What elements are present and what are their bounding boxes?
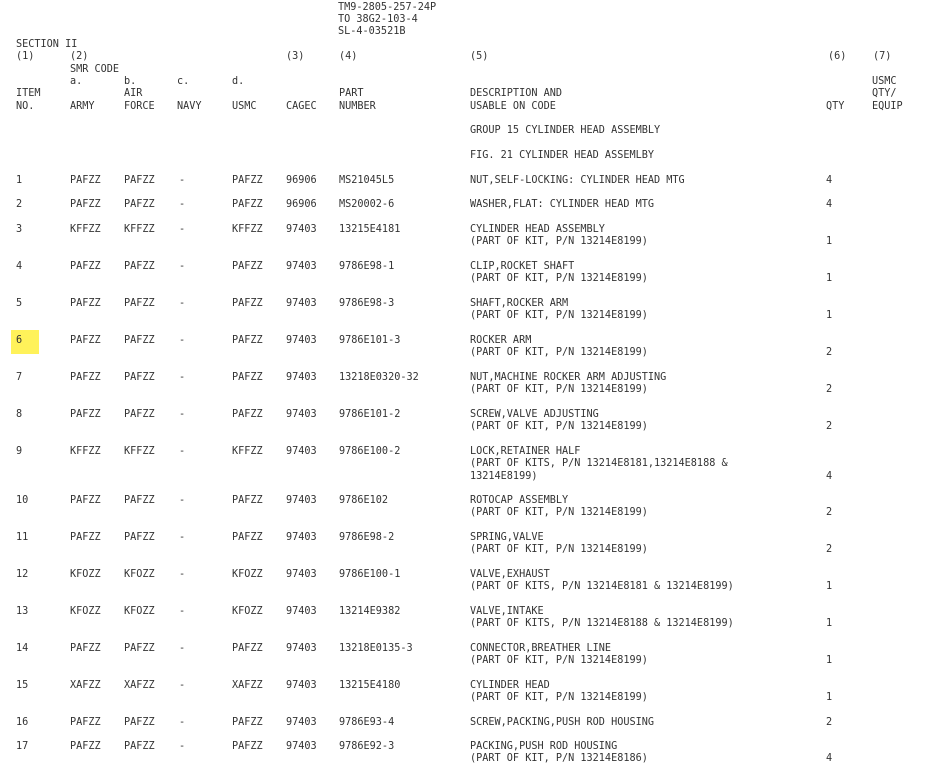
cagec: 97403: [286, 372, 317, 383]
col-num-cagec: (3): [286, 51, 305, 62]
smr-usmc: PAFZZ: [232, 643, 263, 654]
part-number: MS20002-6: [339, 199, 395, 210]
item-no: 3: [16, 224, 23, 235]
col-num-item: (1): [16, 51, 35, 62]
description-line: 13214E8199): [470, 470, 538, 482]
smr-navy: -: [179, 717, 186, 728]
smr-usmc: KFFZZ: [232, 446, 263, 457]
qty: 2: [826, 384, 833, 396]
smr-army: PAFZZ: [70, 532, 101, 543]
description-line: ROTOCAP ASSEMBLY: [470, 495, 569, 506]
smr-usmc: KFFZZ: [232, 224, 263, 235]
part-number: 13215E4180: [339, 680, 401, 691]
item-no: 14: [16, 643, 29, 654]
smr-army: PAFZZ: [70, 175, 101, 186]
smr-army: PAFZZ: [70, 372, 101, 383]
description-line: SPRING,VALVE: [470, 532, 544, 543]
smr-air-force: PAFZZ: [124, 717, 155, 728]
smr-usmc: PAFZZ: [232, 335, 263, 346]
smr-army: PAFZZ: [70, 261, 101, 272]
smr-usmc: KFOZZ: [232, 606, 263, 617]
description-line: (PART OF KIT, P/N 13214E8199): [470, 655, 648, 667]
smr-navy: -: [179, 175, 186, 186]
qty: 1: [826, 618, 833, 630]
part-number: 9786E98-1: [339, 261, 395, 272]
item-no: 11: [16, 532, 29, 543]
header-desc-2: USABLE ON CODE: [470, 101, 556, 112]
header-usmc-qty-1: USMC: [872, 76, 897, 87]
description-line: (PART OF KIT, P/N 13214E8199): [470, 692, 648, 704]
cagec: 96906: [286, 175, 317, 186]
cagec: 97403: [286, 224, 317, 235]
description-line: (PART OF KIT, P/N 13214E8199): [470, 347, 648, 359]
col-num-part: (4): [339, 51, 358, 62]
qty: 4: [826, 470, 833, 482]
smr-navy: -: [179, 199, 186, 210]
item-no: 5: [16, 298, 23, 309]
item-no: 4: [16, 261, 23, 272]
description-line: (PART OF KIT, P/N 13214E8199): [470, 273, 648, 285]
smr-usmc: PAFZZ: [232, 532, 263, 543]
sub-letter-air: b.: [124, 76, 137, 87]
description-line: (PART OF KIT, P/N 13214E8199): [470, 384, 648, 396]
part-number: 9786E98-3: [339, 298, 395, 309]
section-title: SECTION II: [16, 39, 78, 50]
smr-army: PAFZZ: [70, 495, 101, 506]
smr-air-force: PAFZZ: [124, 261, 155, 272]
smr-navy: -: [179, 495, 186, 506]
cagec: 97403: [286, 532, 317, 543]
item-no: 17: [16, 741, 29, 752]
part-number: 13214E9382: [339, 606, 401, 617]
item-no: 1: [16, 175, 23, 186]
smr-code-label: SMR CODE: [70, 64, 120, 75]
header-cagec: CAGEC: [286, 101, 317, 112]
smr-army: KFOZZ: [70, 606, 101, 617]
header-army: ARMY: [70, 101, 95, 112]
item-no: 7: [16, 372, 23, 383]
description-line: (PART OF KIT, P/N 13214E8199): [470, 421, 648, 433]
smr-navy: -: [179, 224, 186, 235]
smr-air-force: PAFZZ: [124, 532, 155, 543]
smr-air-force: PAFZZ: [124, 741, 155, 752]
qty: 2: [826, 507, 833, 519]
smr-navy: -: [179, 409, 186, 420]
item-no: 16: [16, 717, 29, 728]
description-line: CONNECTOR,BREATHER LINE: [470, 643, 612, 654]
header-part-1: PART: [339, 88, 364, 99]
smr-usmc: PAFZZ: [232, 717, 263, 728]
smr-navy: -: [179, 741, 186, 752]
smr-army: KFFZZ: [70, 224, 101, 235]
header-item-1: ITEM: [16, 88, 41, 99]
smr-army: PAFZZ: [70, 335, 101, 346]
col-num-usmc: (7): [873, 51, 892, 62]
description-line: ROCKER ARM: [470, 335, 532, 346]
header-qty: QTY: [826, 101, 845, 112]
item-no: 9: [16, 446, 23, 457]
description-line: (PART OF KIT, P/N 13214E8199): [470, 236, 648, 248]
item-no: 12: [16, 569, 29, 580]
smr-army: PAFZZ: [70, 717, 101, 728]
smr-air-force: PAFZZ: [124, 372, 155, 383]
description-line: NUT,MACHINE ROCKER ARM ADJUSTING: [470, 372, 667, 383]
qty: 1: [826, 273, 833, 285]
smr-usmc: PAFZZ: [232, 199, 263, 210]
cagec: 97403: [286, 298, 317, 309]
cagec: 96906: [286, 199, 317, 210]
qty: 2: [826, 544, 833, 556]
qty: 1: [826, 692, 833, 704]
smr-army: KFFZZ: [70, 446, 101, 457]
doc-id-3: SL-4-03521B: [338, 26, 406, 37]
header-part-2: NUMBER: [339, 101, 376, 112]
description-line: VALVE,INTAKE: [470, 606, 544, 617]
description-line: (PART OF KIT, P/N 13214E8199): [470, 310, 648, 322]
description-line: CYLINDER HEAD ASSEMBLY: [470, 224, 605, 235]
smr-usmc: PAFZZ: [232, 409, 263, 420]
group-title: GROUP 15 CYLINDER HEAD ASSEMBLY: [470, 125, 661, 136]
qty: 2: [826, 717, 833, 728]
item-no: 6: [16, 335, 23, 346]
smr-usmc: KFOZZ: [232, 569, 263, 580]
col-num-qty: (6): [828, 51, 847, 62]
qty: 1: [826, 655, 833, 667]
smr-air-force: PAFZZ: [124, 409, 155, 420]
smr-air-force: KFFZZ: [124, 224, 155, 235]
smr-usmc: PAFZZ: [232, 741, 263, 752]
qty: 2: [826, 421, 833, 433]
smr-navy: -: [179, 446, 186, 457]
smr-navy: -: [179, 372, 186, 383]
description-line: (PART OF KITS, P/N 13214E8181,13214E8188 &: [470, 458, 728, 470]
smr-army: PAFZZ: [70, 741, 101, 752]
description-line: (PART OF KIT, P/N 13214E8186): [470, 753, 648, 765]
header-usmc: USMC: [232, 101, 257, 112]
smr-navy: -: [179, 680, 186, 691]
header-air-2: FORCE: [124, 101, 155, 112]
part-number: 9786E92-3: [339, 741, 395, 752]
item-no: 2: [16, 199, 23, 210]
smr-navy: -: [179, 569, 186, 580]
smr-navy: -: [179, 643, 186, 654]
smr-air-force: KFOZZ: [124, 606, 155, 617]
item-no: 10: [16, 495, 29, 506]
smr-army: PAFZZ: [70, 409, 101, 420]
part-number: 9786E100-2: [339, 446, 401, 457]
qty: 1: [826, 236, 833, 248]
description-line: (PART OF KITS, P/N 13214E8188 & 13214E8199): [470, 618, 734, 630]
description-line: (PART OF KIT, P/N 13214E8199): [470, 507, 648, 519]
description-line: WASHER,FLAT: CYLINDER HEAD MTG: [470, 199, 655, 210]
part-number: MS21045L5: [339, 175, 395, 186]
cagec: 97403: [286, 606, 317, 617]
description-line: LOCK,RETAINER HALF: [470, 446, 581, 457]
smr-air-force: PAFZZ: [124, 175, 155, 186]
smr-navy: -: [179, 606, 186, 617]
qty: 1: [826, 310, 833, 322]
cagec: 97403: [286, 680, 317, 691]
cagec: 97403: [286, 495, 317, 506]
sub-letter-navy: c.: [177, 76, 190, 87]
description-line: SHAFT,ROCKER ARM: [470, 298, 569, 309]
smr-navy: -: [179, 298, 186, 309]
qty: 1: [826, 581, 833, 593]
smr-army: PAFZZ: [70, 298, 101, 309]
smr-air-force: PAFZZ: [124, 199, 155, 210]
qty: 4: [826, 175, 833, 186]
sub-letter-usmc: d.: [232, 76, 245, 87]
part-number: 13215E4181: [339, 224, 401, 235]
cagec: 97403: [286, 446, 317, 457]
header-desc-1: DESCRIPTION AND: [470, 88, 563, 99]
smr-army: PAFZZ: [70, 199, 101, 210]
smr-usmc: PAFZZ: [232, 261, 263, 272]
qty: 4: [826, 753, 833, 765]
item-no: 13: [16, 606, 29, 617]
item-no: 8: [16, 409, 23, 420]
smr-army: KFOZZ: [70, 569, 101, 580]
cagec: 97403: [286, 741, 317, 752]
description-line: CYLINDER HEAD: [470, 680, 550, 691]
cagec: 97403: [286, 717, 317, 728]
part-number: 9786E93-4: [339, 717, 395, 728]
qty: 4: [826, 199, 833, 210]
smr-army: XAFZZ: [70, 680, 101, 691]
smr-air-force: KFFZZ: [124, 446, 155, 457]
doc-id-1: TM9-2805-257-24P: [338, 2, 437, 13]
figure-title: FIG. 21 CYLINDER HEAD ASSEMLBY: [470, 150, 655, 161]
item-no: 15: [16, 680, 29, 691]
doc-id-2: TO 38G2-103-4: [338, 14, 418, 25]
description-line: NUT,SELF-LOCKING: CYLINDER HEAD MTG: [470, 175, 685, 186]
smr-air-force: PAFZZ: [124, 643, 155, 654]
header-item-2: NO.: [16, 101, 35, 112]
smr-air-force: PAFZZ: [124, 335, 155, 346]
part-number: 13218E0320-32: [339, 372, 419, 383]
header-navy: NAVY: [177, 101, 202, 112]
cagec: 97403: [286, 261, 317, 272]
col-num-smr: (2): [70, 51, 89, 62]
col-num-desc: (5): [470, 51, 489, 62]
part-number: 9786E100-1: [339, 569, 401, 580]
smr-navy: -: [179, 335, 186, 346]
cagec: 97403: [286, 569, 317, 580]
smr-army: PAFZZ: [70, 643, 101, 654]
description-line: PACKING,PUSH ROD HOUSING: [470, 741, 618, 752]
part-number: 9786E102: [339, 495, 389, 506]
part-number: 13218E0135-3: [339, 643, 413, 654]
smr-usmc: PAFZZ: [232, 372, 263, 383]
description-line: (PART OF KITS, P/N 13214E8181 & 13214E8199): [470, 581, 734, 593]
qty: 2: [826, 347, 833, 359]
part-number: 9786E98-2: [339, 532, 395, 543]
smr-air-force: PAFZZ: [124, 495, 155, 506]
header-usmc-qty-3: EQUIP: [872, 101, 903, 112]
smr-air-force: KFOZZ: [124, 569, 155, 580]
description-line: VALVE,EXHAUST: [470, 569, 550, 580]
header-air-1: AIR: [124, 88, 143, 99]
smr-navy: -: [179, 261, 186, 272]
part-number: 9786E101-2: [339, 409, 401, 420]
part-number: 9786E101-3: [339, 335, 401, 346]
smr-usmc: PAFZZ: [232, 495, 263, 506]
cagec: 97403: [286, 409, 317, 420]
description-line: (PART OF KIT, P/N 13214E8199): [470, 544, 648, 556]
sub-letter-army: a.: [70, 76, 83, 87]
description-line: SCREW,VALVE ADJUSTING: [470, 409, 599, 420]
smr-air-force: XAFZZ: [124, 680, 155, 691]
header-usmc-qty-2: QTY/: [872, 88, 897, 99]
cagec: 97403: [286, 643, 317, 654]
smr-usmc: PAFZZ: [232, 298, 263, 309]
smr-air-force: PAFZZ: [124, 298, 155, 309]
smr-navy: -: [179, 532, 186, 543]
cagec: 97403: [286, 335, 317, 346]
description-line: SCREW,PACKING,PUSH ROD HOUSING: [470, 717, 655, 728]
smr-usmc: PAFZZ: [232, 175, 263, 186]
description-line: CLIP,ROCKET SHAFT: [470, 261, 575, 272]
smr-usmc: XAFZZ: [232, 680, 263, 691]
